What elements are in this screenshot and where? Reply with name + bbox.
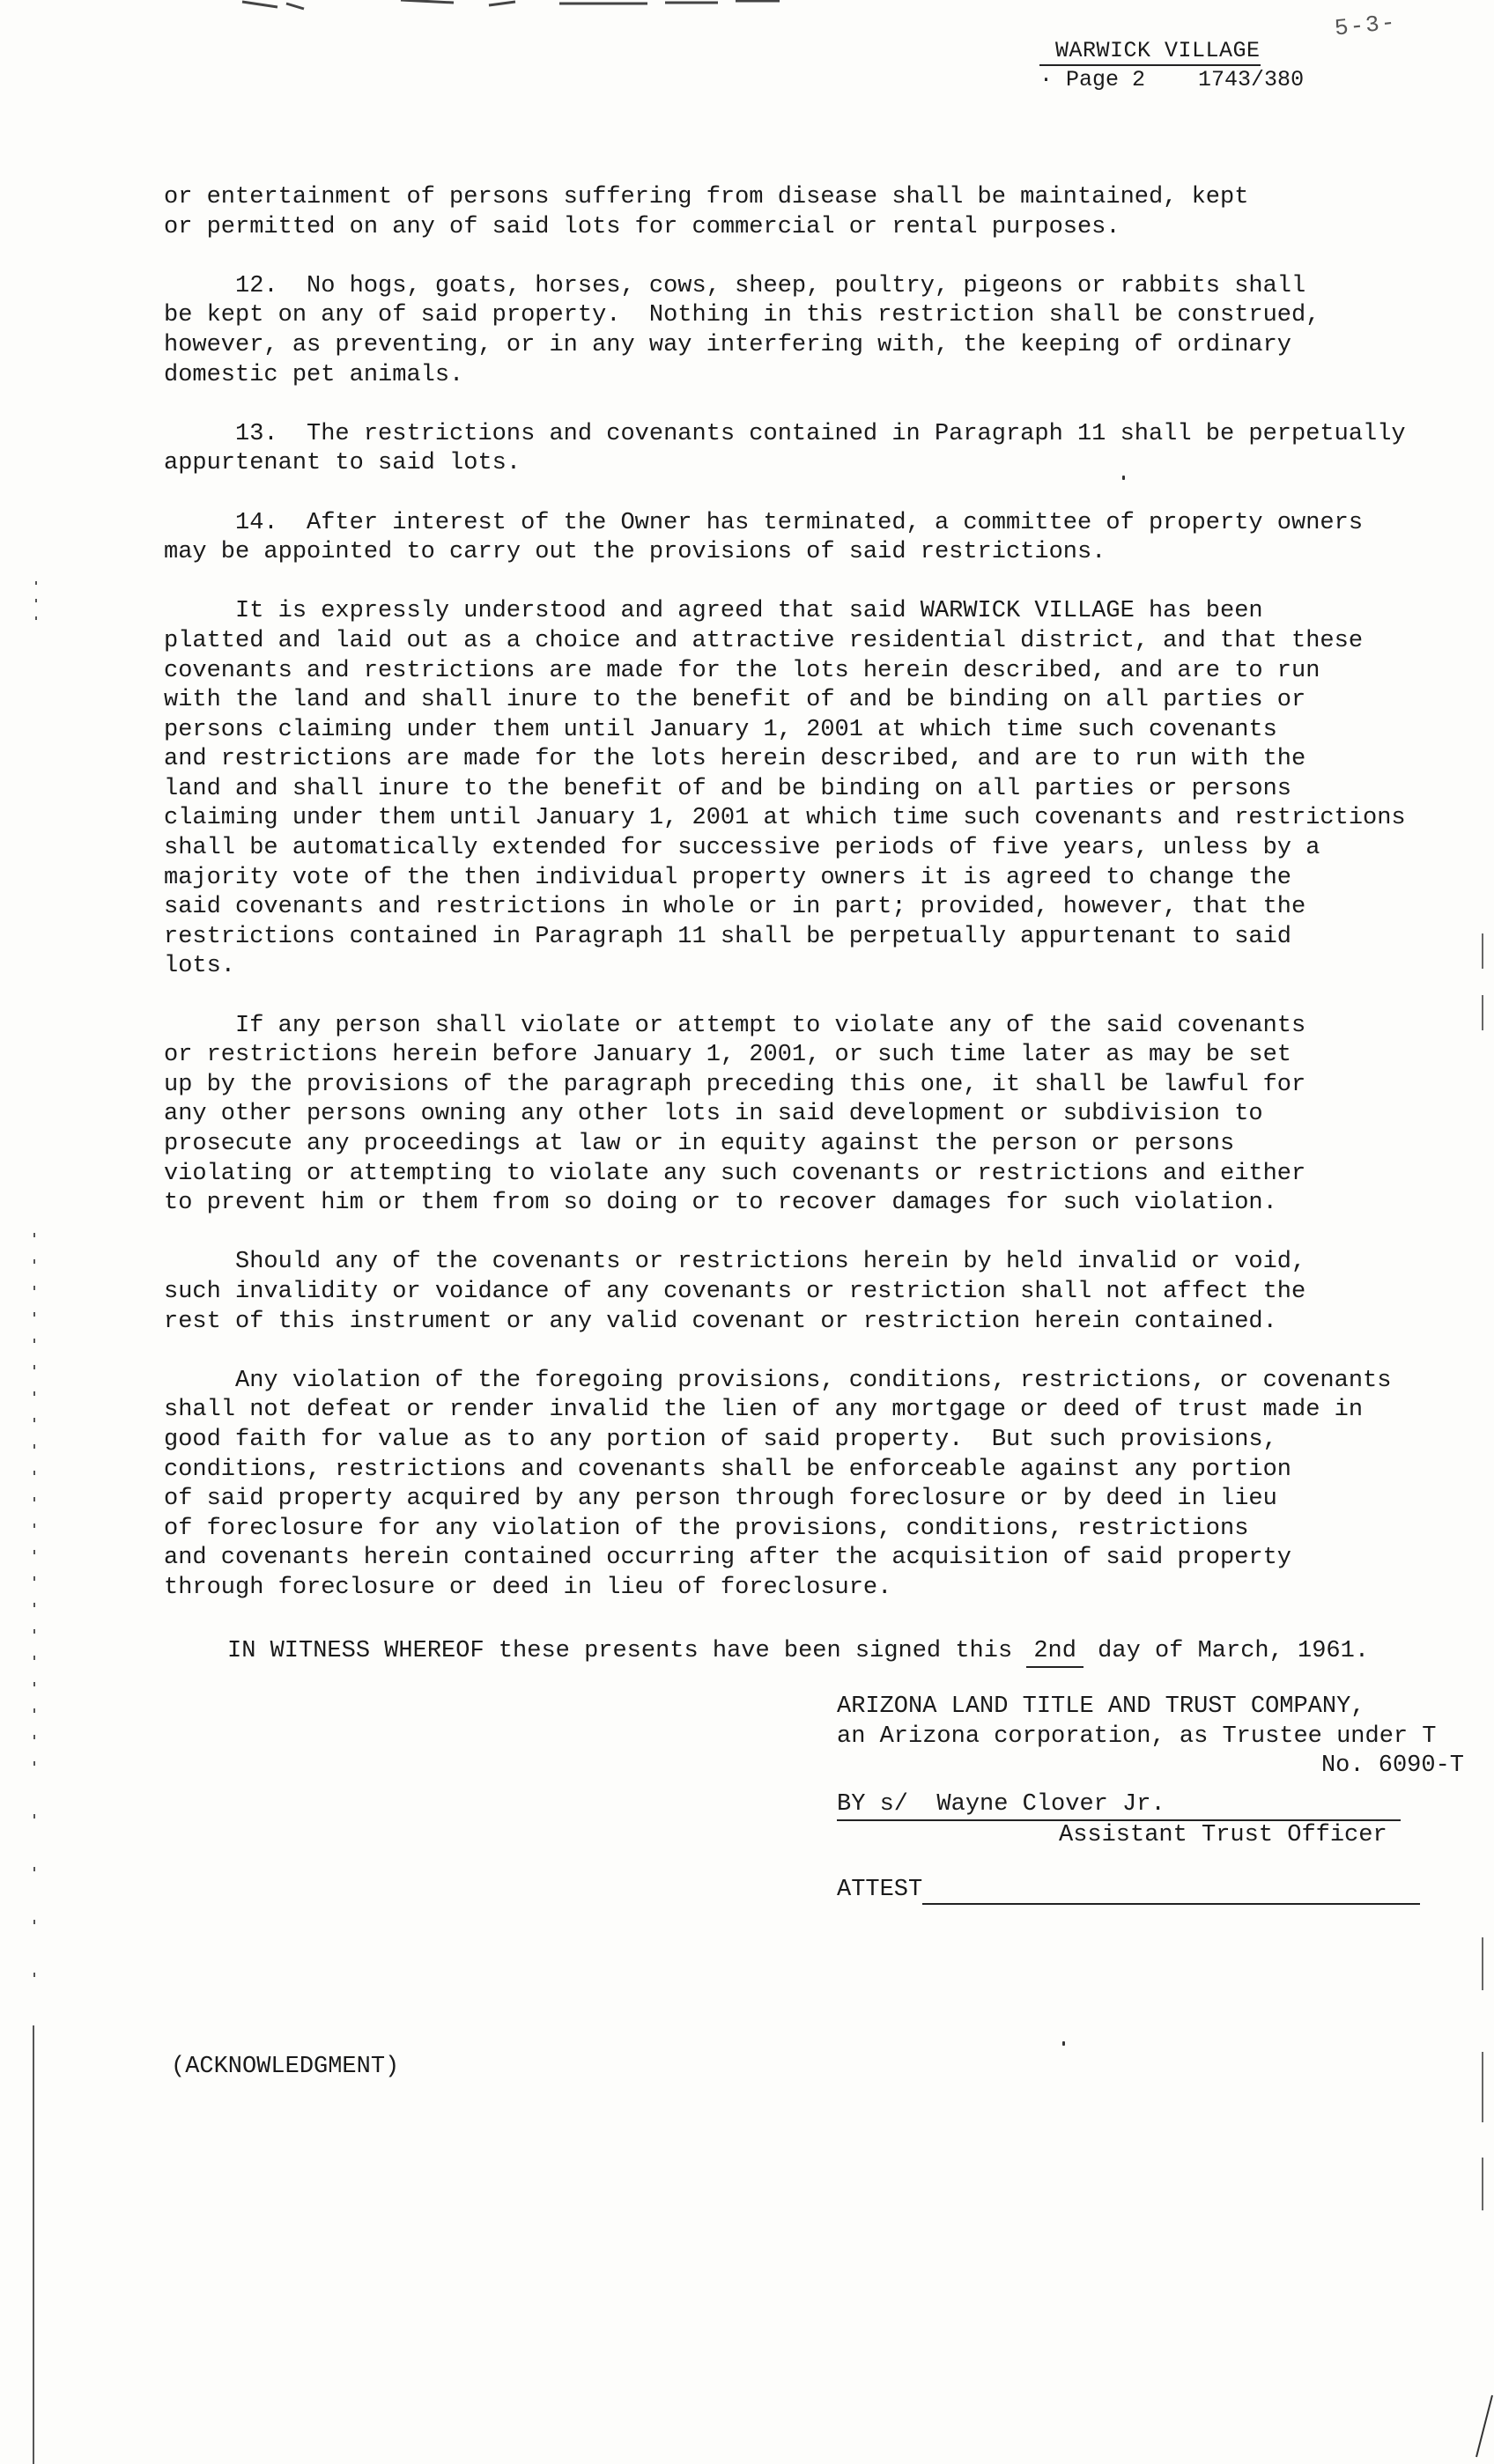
text-line: persons claiming under them until January 1, 2001 at which time such covenants [164,716,1277,743]
scan-artifact-top [225,0,788,12]
text-line: may be appointed to carry out the provisions of said restrictions. [164,539,1106,566]
text-line: domestic pet animals. [164,361,464,388]
text-line: or permitted on any of said lots for commercial or rental purposes. [164,213,1120,240]
paragraph-cont [164,183,1450,242]
attest-line [837,1876,1471,1906]
officer-title: Assistant Trust Officer [1059,1822,1387,1848]
paragraph-invalid [164,1248,1450,1337]
paragraph-p13 [164,420,1450,479]
text-line: shall not defeat or render invalid the lien of any mortgage or deed of trust made in [164,1397,1364,1424]
corner-handwritten-mark: 5-3- [1333,9,1398,42]
header-page-line: · Page 2 1743/380 [1039,67,1305,92]
text-line: up by the provisions of the paragraph preceding this one, it shall be lawful for [164,1071,1306,1098]
document-header [1039,37,1330,93]
text-line: and covenants herein contained occurring after the acquisition of said property [164,1545,1292,1572]
text-line: land and shall inure to the benefit of and be binding on all parties or persons [164,775,1292,802]
signature-trust-number: No. 6090-T [1320,1752,1464,1779]
text-line: 14. After interest of the Owner has terminated, a committee of property owners [164,509,1364,536]
record-number: 1743/380 [1198,67,1305,92]
text-line: majority vote of the then individual property owners it is agreed to change the [164,864,1292,891]
paragraph-foreclosure [164,1367,1450,1604]
text-line: conditions, restrictions and covenants shall be enforceable against any portion [164,1456,1292,1483]
scan-speck [1122,476,1125,480]
witness-day: 2nd [1026,1636,1084,1668]
attest-rule [922,1878,1420,1905]
text-line: covenants and restrictions are made for the lots herein described, and are to run [164,657,1320,684]
text-line: It is expressly understood and agreed that said WARWICK VILLAGE has been [164,598,1263,625]
text-line: shall be automatically extended for successive periods of five years, unless by a [164,835,1320,862]
witness-line [227,1636,1369,1668]
text-line: however, as preventing, or in any way interfering with, the keeping of ordinary [164,331,1292,358]
scan-artifact-right-edge [1475,0,1494,2464]
text-line: claiming under them until January 1, 2001 at which time such covenants and restrictions [164,805,1406,832]
text-line: 12. No hogs, goats, horses, cows, sheep, poultry, pigeons or rabbits shall [164,272,1306,299]
paragraph-p14 [164,509,1450,568]
header-title: WARWICK VILLAGE [1039,37,1261,66]
text-line: rest of this instrument or any valid covenant or restriction herein contained. [164,1308,1277,1335]
text-line: 13. The restrictions and covenants contained in Paragraph 11 shall be perpetually [164,420,1406,447]
by-label: BY [837,1790,866,1818]
text-line: Any violation of the foregoing provisions, conditions, restrictions, or covenants [164,1367,1392,1394]
text-line: appurtenant to said lots. [164,450,521,477]
text-line: violating or attempting to violate any such covenants or restrictions and either [164,1160,1306,1187]
signature-description: an Arizona corporation, as Trustee under T [837,1723,1437,1750]
text-line: and restrictions are made for the lots herein described, and are to run with the [164,746,1306,773]
witness-prefix: IN WITNESS WHEREOF these presents have been signed this [227,1638,1027,1664]
witness-suffix: day of March, 1961. [1083,1638,1370,1664]
by-signature: s/ Wayne Clover Jr. [865,1790,1165,1818]
text-line: of foreclosure for any violation of the provisions, conditions, restrictions [164,1515,1249,1542]
text-line: or restrictions herein before January 1, 2001, or such time later as may be set [164,1042,1292,1069]
text-line: such invalidity or voidance of any covenants or restriction shall not affect the [164,1278,1306,1305]
text-line: be kept on any of said property. Nothing in this restriction shall be construed, [164,302,1320,329]
paragraph-p12 [164,272,1450,390]
attest-label: ATTEST [837,1876,923,1903]
text-line: prosecute any proceedings at law or in equity against the person or persons [164,1131,1235,1157]
signature-company: ARIZONA LAND TITLE AND TRUST COMPANY, [837,1693,1365,1720]
text-line: of said property acquired by any person through foreclosure or by deed in lieu [164,1486,1277,1513]
text-line: Should any of the covenants or restrictions herein by held invalid or void, [164,1249,1306,1276]
document-body [164,183,1450,1633]
text-line: with the land and shall inure to the benefit of and be binding on all parties or [164,687,1306,714]
text-line: If any person shall violate or attempt to violate any of the said covenants [164,1012,1306,1039]
text-line: or entertainment of persons suffering from disease shall be maintained, kept [164,184,1249,210]
signature-block [837,1693,1471,1905]
signature-by-line [837,1790,1471,1822]
scan-speck [1062,2041,1065,2046]
text-line: good faith for value as to any portion of said property. But such provisions, [164,1426,1277,1453]
text-line: platted and laid out as a choice and attractive residential district, and that these [164,627,1364,654]
scan-artifact-left-edge [25,0,42,2464]
text-line: to prevent him or them from so doing or to recover damages for such violation. [164,1190,1277,1217]
text-line: any other persons owning any other lots in said development or subdivision to [164,1101,1263,1128]
paragraph-understood [164,597,1450,982]
acknowledgment-label: (ACKNOWLEDGMENT) [171,2054,400,2080]
text-line: through foreclosure or deed in lieu of foreclosure. [164,1574,892,1601]
text-line: said covenants and restrictions in whole or in part; provided, however, that the [164,894,1306,921]
paragraph-violate [164,1012,1450,1219]
page-label: Page 2 [1066,67,1146,92]
text-line: restrictions contained in Paragraph 11 shall be perpetually appurtenant to said [164,923,1292,950]
text-line: lots. [164,953,236,980]
